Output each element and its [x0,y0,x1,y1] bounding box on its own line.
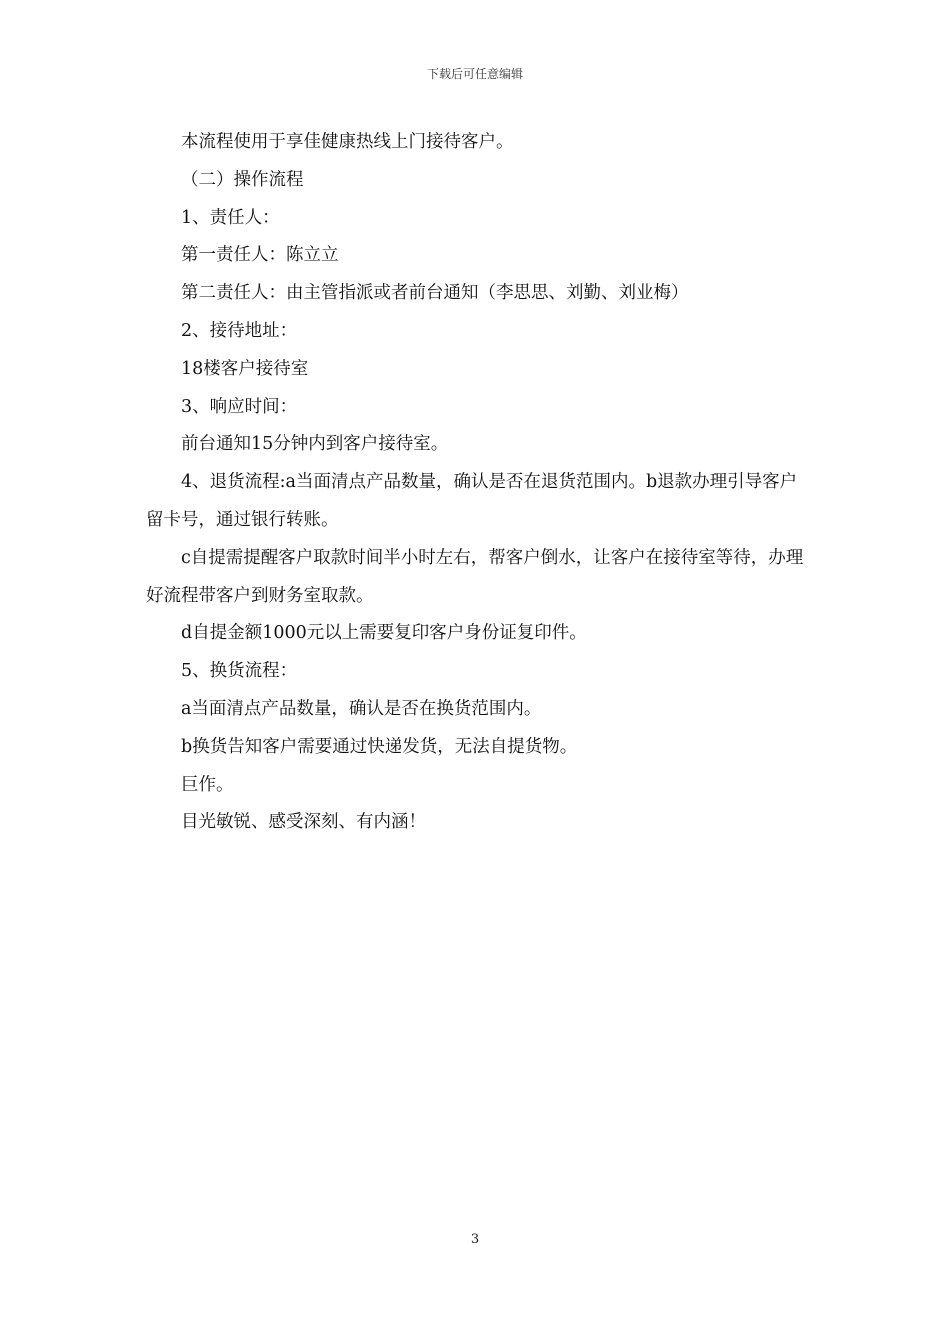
document-body [146,124,810,842]
body-paragraph: 巨作。 [181,774,234,795]
body-paragraph: c自提需提醒客户取款时间半小时左右，帮客户倒水，让客户在接待室等待，办理好流程带客户到财务室取款。 [146,547,804,606]
body-paragraph: 前台通知15分钟内到客户接待室。 [181,434,449,455]
body-paragraph: d自提金额1000元以上需要复印客户身份证复印件。 [181,623,587,644]
body-paragraph: b换货告知客户需要通过快递发货，无法自提货物。 [181,736,578,757]
section-heading: （二）操作流程 [181,169,304,190]
body-paragraph: 18楼客户接待室 [181,358,309,379]
body-paragraph: 4、退货流程:a当面清点产品数量，确认是否在退货范围内。b退款办理引导客户留卡号，通过银行转账。 [146,472,798,530]
body-paragraph: 本流程使用于享佳健康热线上门接待客户。 [181,132,514,152]
page-number: 3 [470,1232,480,1247]
item-heading: 1、责任人： [181,207,280,228]
page-header: 下载后可任意编辑 [426,67,523,81]
body-paragraph: 第二责任人：由主管指派或者前台通知（李思思、刘勤、刘业梅） [181,283,689,304]
item-heading: 3、响应时间： [181,396,298,417]
item-heading: 2、接待地址： [181,320,298,341]
body-paragraph: 目光敏锐、感受深刻、有内涵！ [181,812,426,833]
body-paragraph: 第一责任人：陈立立 [181,245,339,266]
item-heading: 5、换货流程： [181,661,298,682]
body-paragraph: a当面清点产品数量，确认是否在换货范围内。 [181,698,542,719]
